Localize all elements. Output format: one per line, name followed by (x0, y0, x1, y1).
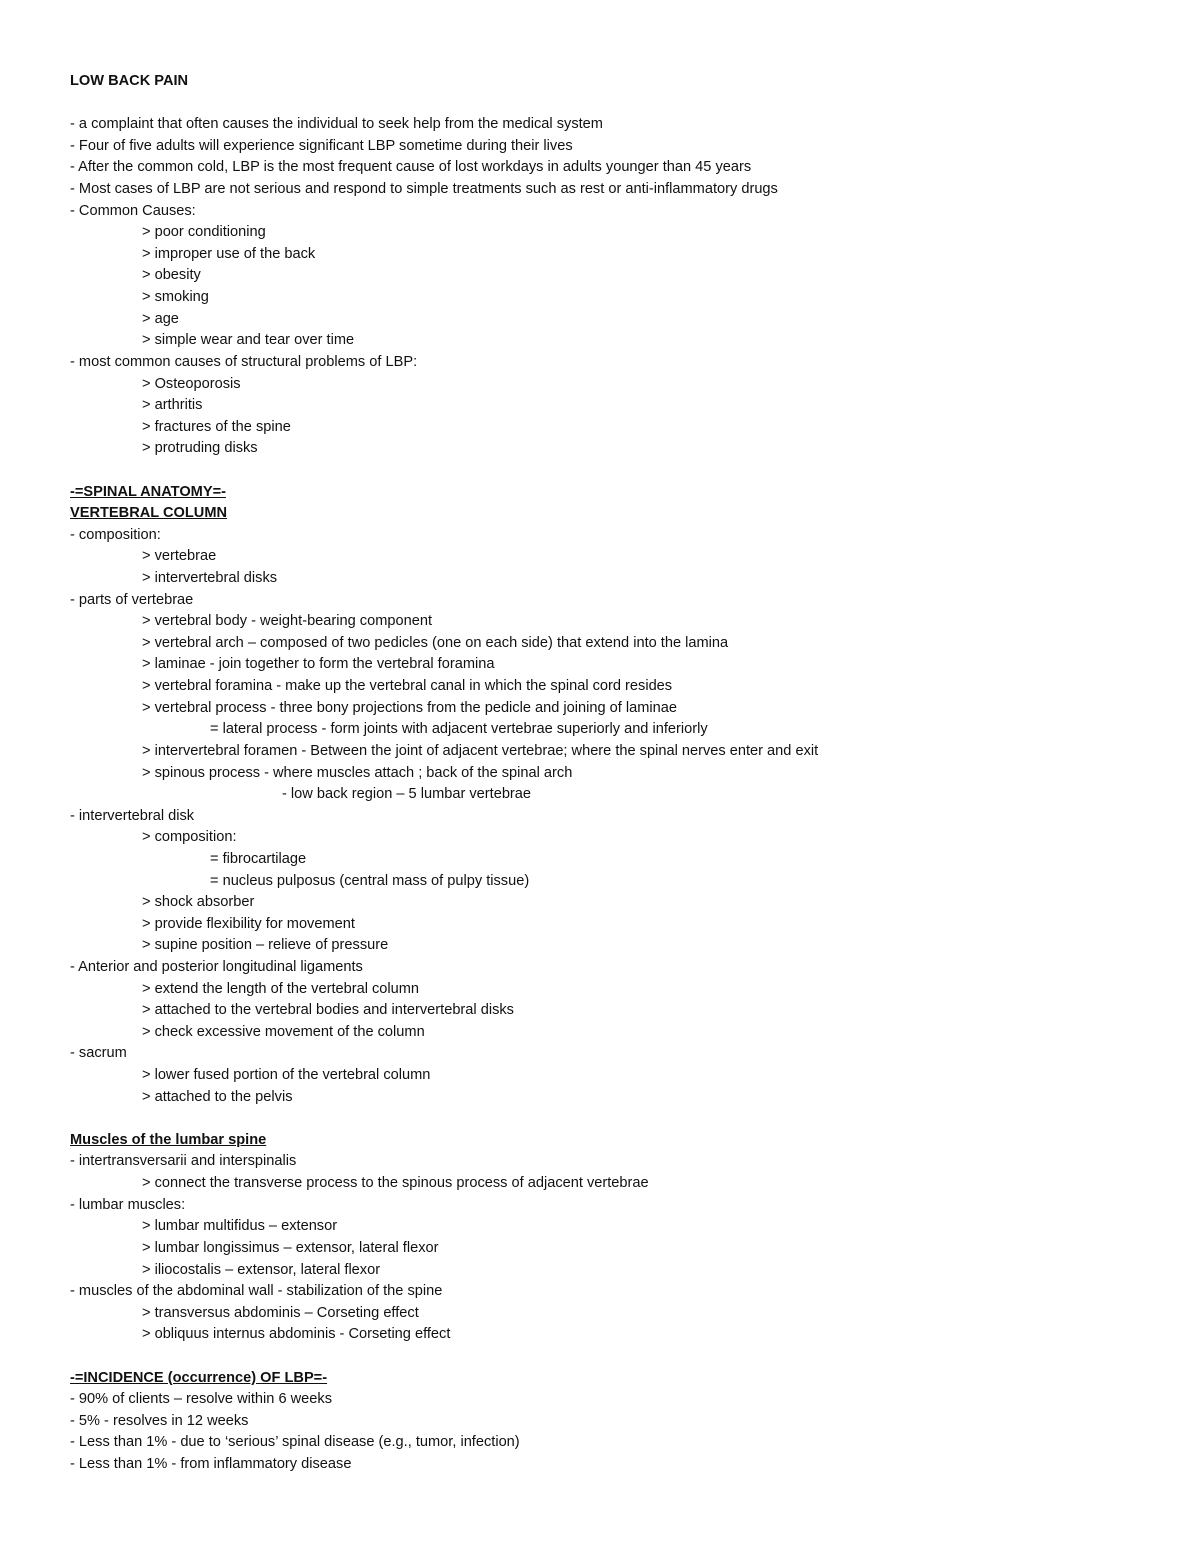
section-heading: -=SPINAL ANATOMY=- (70, 483, 226, 500)
sub-bullet-line: > smoking (142, 289, 209, 306)
sub-bullet-line: > attached to the pelvis (142, 1088, 293, 1105)
sub-bullet-line: > protruding disks (142, 440, 258, 457)
sub-bullet-line: > obesity (142, 267, 201, 284)
sub-bullet-line: > attached to the vertebral bodies and intervertebral disks (142, 1002, 514, 1019)
sub-bullet-line: > extend the length of the vertebral column (142, 980, 420, 997)
sub-bullet-line: > shock absorber (142, 894, 255, 911)
sub-bullet-line: > intervertebral disks (142, 570, 278, 587)
sub-bullet-line: = lateral process - form joints with adjacent vertebrae superiorly and inferiorly (210, 721, 708, 738)
sub-bullet-line: - low back region – 5 lumbar vertebrae (282, 786, 532, 803)
text-line: - 5% - resolves in 12 weeks (70, 1412, 249, 1429)
sub-bullet-line: > poor conditioning (142, 224, 266, 241)
text-line: - Less than 1% - from inflammatory disease (70, 1456, 352, 1472)
sub-bullet-line: > vertebrae (142, 548, 217, 565)
text-line: - Less than 1% - due to ‘serious’ spinal disease (e.g., tumor, infection) (70, 1434, 520, 1451)
text-line: - Anterior and posterior longitudinal ligaments (70, 958, 363, 975)
text-line: - intertransversarii and interspinalis (70, 1153, 297, 1170)
sub-bullet-line: > transversus abdominis – Corseting effect (142, 1304, 419, 1321)
sub-bullet-line: > spinous process - where muscles attach ; back of the spinal arch (142, 764, 573, 781)
sub-bullet-line: = fibrocartilage (210, 850, 307, 867)
sub-bullet-line: > simple wear and tear over time (142, 332, 355, 349)
text-line: - Four of five adults will experience significant LBP sometime during their lives (70, 137, 573, 154)
sub-bullet-line: > improper use of the back (142, 245, 316, 262)
sub-bullet-line: > arthritis (142, 397, 203, 414)
sub-bullet-line: > composition: (142, 829, 237, 846)
text-line: - 90% of clients – resolve within 6 weeks (70, 1391, 332, 1408)
section-heading: -=INCIDENCE (occurrence) OF LBP=- (70, 1369, 328, 1386)
text-line: - muscles of the abdominal wall - stabilization of the spine (70, 1283, 443, 1300)
sub-bullet-line: > lumbar longissimus – extensor, lateral flexor (142, 1239, 439, 1256)
blank-line (70, 1346, 1150, 1368)
blank-line (70, 460, 1150, 482)
text-line: - After the common cold, LBP is the most frequent cause of lost workdays in adults younger than 45 years (70, 159, 752, 176)
sub-bullet-line: > connect the transverse process to the spinous process of adjacent vertebrae (142, 1175, 649, 1192)
sub-bullet-line: > obliquus internus abdominis - Corseting effect (142, 1326, 451, 1343)
sub-bullet-line: > age (142, 310, 179, 327)
text-line: - intervertebral disk (70, 807, 195, 824)
sub-bullet-line: > iliocostalis – extensor, lateral flexor (142, 1261, 381, 1278)
sub-bullet-line: > vertebral process - three bony projections from the pedicle and joining of laminae (142, 699, 677, 716)
blank-line (70, 1108, 1150, 1130)
sub-bullet-line: > Osteoporosis (142, 375, 241, 392)
sub-bullet-line: > vertebral foramina - make up the vertebral canal in which the spinal cord resides (142, 678, 673, 695)
text-line: - parts of vertebrae (70, 591, 194, 608)
section-heading: VERTEBRAL COLUMN (70, 505, 228, 522)
text-line: - a complaint that often causes the individual to seek help from the medical system (70, 116, 603, 133)
section-heading: LOW BACK PAIN (70, 73, 189, 89)
text-line: - lumbar muscles: (70, 1196, 186, 1213)
sub-bullet-line: > provide flexibility for movement (142, 915, 355, 932)
document-body (70, 71, 1150, 1476)
text-line: - Most cases of LBP are not serious and respond to simple treatments such as rest or anti-inflammatory drugs (70, 181, 778, 198)
text-line: - sacrum (70, 1045, 127, 1062)
text-line: - most common causes of structural problems of LBP: (70, 353, 418, 370)
sub-bullet-line: > laminae - join together to form the vertebral foramina (142, 656, 495, 673)
sub-bullet-line: > vertebral body - weight-bearing component (142, 613, 433, 630)
sub-bullet-line: > intervertebral foramen - Between the joint of adjacent vertebrae; where the spinal nerves enter and exit (142, 742, 819, 759)
sub-bullet-line: = nucleus pulposus (central mass of pulpy tissue) (210, 872, 530, 889)
sub-bullet-line: > fractures of the spine (142, 418, 291, 435)
blank-line (70, 93, 1150, 115)
sub-bullet-line: > check excessive movement of the column (142, 1023, 425, 1040)
text-line: - composition: (70, 526, 161, 543)
section-heading: Muscles of the lumbar spine (70, 1131, 267, 1148)
sub-bullet-line: > vertebral arch – composed of two pedicles (one on each side) that extend into the lamina (142, 634, 729, 651)
sub-bullet-line: > lower fused portion of the vertebral column (142, 1067, 431, 1084)
sub-bullet-line: > lumbar multifidus – extensor (142, 1218, 338, 1235)
text-line: - Common Causes: (70, 202, 196, 219)
sub-bullet-line: > supine position – relieve of pressure (142, 937, 389, 954)
